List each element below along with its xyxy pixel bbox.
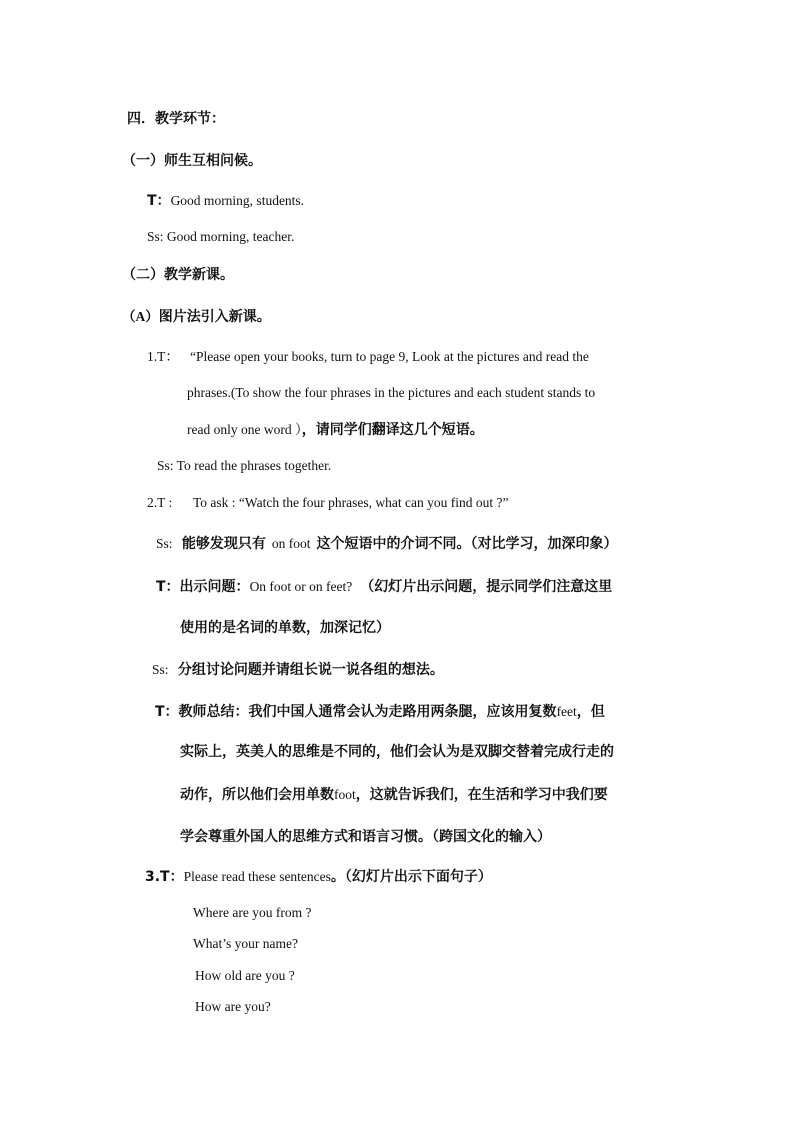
students-discuss — [152, 660, 444, 680]
t3-line3-cn2: ，这就告诉我们，在生活和学习中我们要 — [355, 787, 608, 803]
t3-en: feet — [556, 704, 577, 719]
ss2-en: on foot — [271, 536, 311, 551]
t2-en: On foot or on feet? — [249, 579, 353, 594]
ss2-cn2: 这个短语中的介词不同。（对比学习，加深印象） — [316, 536, 618, 552]
ss2-cn1: 能够发现只有 — [181, 536, 266, 552]
teacher-summary-line2: 实际上，英美人的思维是不同的，他们会认为是双脚交替着完成行走的 — [180, 744, 614, 760]
part1-heading: （一）师生互相问候。 — [122, 153, 262, 169]
sentence-1: Where are you from ? — [193, 905, 312, 920]
teacher-summary-line1 — [155, 702, 605, 722]
item1-line1: “Please open your books, turn to page 9, Look at the pictures and read the — [190, 349, 589, 364]
ss3-label: Ss: — [152, 662, 169, 677]
t3-line3-en: foot — [334, 787, 356, 802]
sentence-4: How are you? — [195, 999, 271, 1014]
item3-line — [145, 867, 492, 887]
item1-line2: phrases.(To show the four phrases in the pictures and each student stands to — [187, 385, 596, 400]
t3-line3-cn1: 动作，所以他们会用单数 — [180, 787, 334, 803]
ss3-cn: 分组讨论问题并请组长说一说各组的想法。 — [177, 662, 444, 678]
part2-heading: （二）教学新课。 — [122, 267, 234, 283]
t2-label: T：出示问题： — [156, 579, 250, 595]
item3-num: 3.T： — [145, 869, 184, 885]
item1-num-text: 1.T： — [147, 349, 179, 364]
sentence-3: How old are you ? — [195, 968, 295, 983]
item2-number: 2.T : — [147, 495, 173, 510]
item2-text: To ask : “Watch the four phrases, what can you find out ?” — [193, 495, 509, 510]
item3-cn: 。（幻灯片出示下面句子） — [330, 869, 492, 885]
teacher-question-line2: 使用的是名词的单数，加深记忆） — [180, 620, 390, 636]
teacher-greeting — [147, 191, 304, 211]
teacher-summary-line3 — [180, 785, 608, 805]
t2-cn: （幻灯片出示问题，提示同学们注意这里 — [360, 579, 613, 595]
item1-line3 — [187, 420, 484, 440]
item3-en: Please read these sentences — [183, 869, 331, 884]
partA-label: （A） — [122, 309, 159, 324]
teacher-label: T： — [147, 193, 171, 209]
section4-heading: 四．教学环节： — [127, 111, 225, 127]
item1-line3-cn: ，请同学们翻译这几个短语。 — [301, 422, 484, 438]
item1-number — [147, 347, 179, 367]
item1-line3-en: read only one word ） — [187, 422, 302, 437]
teacher-question — [156, 577, 612, 597]
students-greeting: Ss: Good morning, teacher. — [147, 229, 295, 244]
partA-heading — [122, 307, 271, 327]
t3-cn-end: ，但 — [576, 704, 605, 720]
students-read: Ss: To read the phrases together. — [157, 458, 332, 473]
teacher-greeting-text: Good morning, students. — [170, 193, 305, 208]
partA-title: 图片法引入新课。 — [158, 309, 271, 325]
ss2-label: Ss: — [156, 536, 173, 551]
sentence-2: What’s your name? — [193, 936, 298, 951]
students-find — [156, 534, 618, 554]
t3-label: T：教师总结：我们中国人通常会认为走路用两条腿，应该用复数 — [155, 704, 557, 720]
teacher-summary-line4: 学会尊重外国人的思维方式和语言习惯。（跨国文化的输入） — [180, 829, 551, 845]
